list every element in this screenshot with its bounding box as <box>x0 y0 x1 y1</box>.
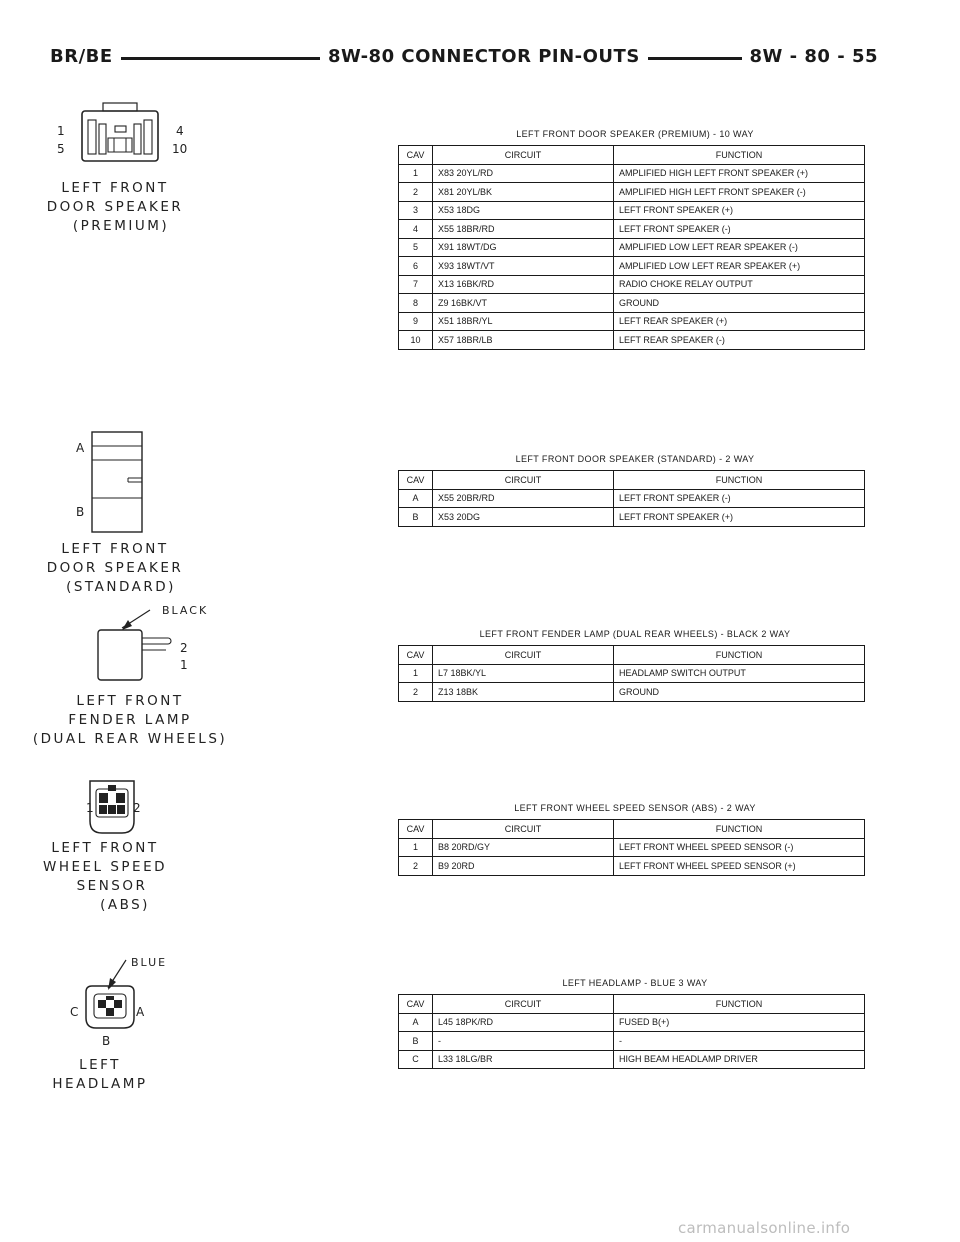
function-cell: HEADLAMP SWITCH OUTPUT <box>614 664 865 683</box>
cav-cell: B <box>399 508 433 527</box>
color-tag-black: BLACK <box>162 604 209 617</box>
table-header-row <box>399 471 865 490</box>
cav-cell: 2 <box>399 683 433 702</box>
cav-cell: 4 <box>399 220 433 239</box>
label-line: DOOR SPEAKER <box>46 560 184 576</box>
pin-label-4: 4 <box>176 124 184 138</box>
page-header <box>50 42 878 72</box>
table-row <box>399 857 865 876</box>
label-line: FENDER LAMP <box>68 712 192 728</box>
circuit-cell: X83 20YL/RD <box>433 164 614 183</box>
circuit-cell: B9 20RD <box>433 857 614 876</box>
label-line: WHEEL SPEED <box>42 859 168 875</box>
header-function: FUNCTION <box>614 146 865 165</box>
table-row <box>399 1050 865 1069</box>
function-cell: AMPLIFIED HIGH LEFT FRONT SPEAKER (+) <box>614 164 865 183</box>
circuit-cell: X53 18DG <box>433 201 614 220</box>
pin-label-c: C <box>70 1005 79 1019</box>
table-row <box>399 312 865 331</box>
circuit-cell: X91 18WT/DG <box>433 238 614 257</box>
table-row <box>399 201 865 220</box>
table-title-premium: LEFT FRONT DOOR SPEAKER (PREMIUM) - 10 WAY <box>516 129 754 139</box>
pin-label-2: 2 <box>133 801 141 815</box>
table-row <box>399 1013 865 1032</box>
header-cav: CAV <box>399 646 433 665</box>
table-header-row <box>399 146 865 165</box>
connector-label-premium <box>40 179 190 236</box>
function-cell: GROUND <box>614 294 865 313</box>
table-row <box>399 275 865 294</box>
cav-cell: 3 <box>399 201 433 220</box>
circuit-cell: X57 18BR/LB <box>433 331 614 350</box>
cav-cell: 7 <box>399 275 433 294</box>
label-line: (DUAL REAR WHEELS) <box>32 731 228 747</box>
pin-label-2: 2 <box>180 641 188 655</box>
table-row <box>399 164 865 183</box>
circuit-cell: - <box>433 1032 614 1051</box>
circuit-cell: X13 16BK/RD <box>433 275 614 294</box>
watermark-text: carmanualsonline.info <box>678 1219 851 1237</box>
header-circuit: CIRCUIT <box>433 995 614 1014</box>
function-cell: - <box>614 1032 865 1051</box>
pin-label-1: 1 <box>86 801 94 815</box>
pinout-table-headlamp <box>398 994 865 1069</box>
label-line: (STANDARD) <box>66 579 176 595</box>
header-cav: CAV <box>399 820 433 839</box>
function-cell: GROUND <box>614 683 865 702</box>
cav-cell: A <box>399 489 433 508</box>
header-cav: CAV <box>399 995 433 1014</box>
table-header-row <box>399 995 865 1014</box>
connector-label-standard <box>40 540 190 597</box>
header-function: FUNCTION <box>614 471 865 490</box>
circuit-cell: L45 18PK/RD <box>433 1013 614 1032</box>
pinout-table-standard <box>398 470 865 527</box>
function-cell: AMPLIFIED LOW LEFT REAR SPEAKER (+) <box>614 257 865 276</box>
cav-cell: C <box>399 1050 433 1069</box>
table-row <box>399 183 865 202</box>
circuit-cell: L7 18BK/YL <box>433 664 614 683</box>
label-line: LEFT FRONT <box>51 840 159 856</box>
cav-cell: 8 <box>399 294 433 313</box>
table-row <box>399 331 865 350</box>
pinout-table-premium <box>398 145 865 350</box>
function-cell: RADIO CHOKE RELAY OUTPUT <box>614 275 865 294</box>
function-cell: LEFT FRONT WHEEL SPEED SENSOR (-) <box>614 838 865 857</box>
cav-cell: 2 <box>399 857 433 876</box>
circuit-cell: L33 18LG/BR <box>433 1050 614 1069</box>
header-function: FUNCTION <box>614 646 865 665</box>
label-line: HEADLAMP <box>52 1076 148 1092</box>
header-circuit: CIRCUIT <box>433 646 614 665</box>
table-title-headlamp: LEFT HEADLAMP - BLUE 3 WAY <box>562 978 708 988</box>
label-line: (PREMIUM) <box>72 218 170 234</box>
cav-cell: 9 <box>399 312 433 331</box>
pinout-table-fender <box>398 645 865 702</box>
table-row <box>399 238 865 257</box>
label-line: SENSOR <box>76 878 148 894</box>
circuit-cell: X55 20BR/RD <box>433 489 614 508</box>
label-line: DOOR SPEAKER <box>46 199 184 215</box>
function-cell: FUSED B(+) <box>614 1013 865 1032</box>
function-cell: LEFT REAR SPEAKER (+) <box>614 312 865 331</box>
function-cell: HIGH BEAM HEADLAMP DRIVER <box>614 1050 865 1069</box>
cav-cell: 1 <box>399 164 433 183</box>
premium-connector-drawing <box>70 100 180 170</box>
header-circuit: CIRCUIT <box>433 471 614 490</box>
cav-cell: 2 <box>399 183 433 202</box>
table-title-fender: LEFT FRONT FENDER LAMP (DUAL REAR WHEELS) - BLACK 2 WAY <box>479 629 791 639</box>
cav-cell: 1 <box>399 664 433 683</box>
function-cell: LEFT REAR SPEAKER (-) <box>614 331 865 350</box>
circuit-cell: X51 18BR/YL <box>433 312 614 331</box>
table-row <box>399 838 865 857</box>
circuit-cell: X93 18WT/VT <box>433 257 614 276</box>
pin-label-b: B <box>102 1034 111 1048</box>
cav-cell: 10 <box>399 331 433 350</box>
function-cell: LEFT FRONT SPEAKER (-) <box>614 489 865 508</box>
table-row <box>399 257 865 276</box>
function-cell: AMPLIFIED HIGH LEFT FRONT SPEAKER (-) <box>614 183 865 202</box>
pin-label-5: 5 <box>57 142 65 156</box>
table-row <box>399 220 865 239</box>
table-row <box>399 664 865 683</box>
pin-label-1: 1 <box>57 124 65 138</box>
header-function: FUNCTION <box>614 820 865 839</box>
cav-cell: 5 <box>399 238 433 257</box>
label-line: LEFT FRONT <box>76 693 184 709</box>
header-cav: CAV <box>399 471 433 490</box>
function-cell: LEFT FRONT SPEAKER (-) <box>614 220 865 239</box>
headlamp-connector-drawing <box>78 950 148 1040</box>
function-cell: LEFT FRONT SPEAKER (+) <box>614 508 865 527</box>
table-header-row <box>399 820 865 839</box>
pin-label-b: B <box>76 505 85 519</box>
function-cell: AMPLIFIED LOW LEFT REAR SPEAKER (-) <box>614 238 865 257</box>
table-header-row <box>399 646 865 665</box>
color-tag-blue: BLUE <box>131 956 168 969</box>
label-line: LEFT FRONT <box>61 541 169 557</box>
cav-cell: A <box>399 1013 433 1032</box>
pin-label-a: A <box>136 1005 145 1019</box>
circuit-cell: X55 18BR/RD <box>433 220 614 239</box>
circuit-cell: X53 20DG <box>433 508 614 527</box>
table-row <box>399 294 865 313</box>
cav-cell: B <box>399 1032 433 1051</box>
pinout-table-abs <box>398 819 865 876</box>
circuit-cell: Z9 16BK/VT <box>433 294 614 313</box>
connector-label-abs <box>30 839 180 915</box>
header-circuit: CIRCUIT <box>433 820 614 839</box>
header-section-title: 8W-80 CONNECTOR PIN-OUTS <box>320 46 648 67</box>
function-cell: LEFT FRONT WHEEL SPEED SENSOR (+) <box>614 857 865 876</box>
connector-label-fender <box>30 692 230 749</box>
label-line: LEFT <box>79 1057 121 1073</box>
header-cav: CAV <box>399 146 433 165</box>
table-row <box>399 508 865 527</box>
label-line: LEFT FRONT <box>61 180 169 196</box>
circuit-cell: Z13 18BK <box>433 683 614 702</box>
circuit-cell: B8 20RD/GY <box>433 838 614 857</box>
header-model: BR/BE <box>50 46 121 67</box>
function-cell: LEFT FRONT SPEAKER (+) <box>614 201 865 220</box>
header-page-number: 8W - 80 - 55 <box>742 46 878 67</box>
header-circuit: CIRCUIT <box>433 146 614 165</box>
cav-cell: 1 <box>399 838 433 857</box>
pin-label-a: A <box>76 441 85 455</box>
table-title-standard: LEFT FRONT DOOR SPEAKER (STANDARD) - 2 WAY <box>515 454 755 464</box>
pin-label-1: 1 <box>180 658 188 672</box>
standard-connector-drawing <box>88 428 148 536</box>
table-row <box>399 489 865 508</box>
circuit-cell: X81 20YL/BK <box>433 183 614 202</box>
table-row <box>399 683 865 702</box>
pin-label-10: 10 <box>172 142 188 156</box>
cav-cell: 6 <box>399 257 433 276</box>
table-title-abs: LEFT FRONT WHEEL SPEED SENSOR (ABS) - 2 WAY <box>514 803 756 813</box>
connector-label-headlamp <box>40 1056 160 1094</box>
table-row <box>399 1032 865 1051</box>
header-function: FUNCTION <box>614 995 865 1014</box>
label-line: (ABS) <box>100 897 150 913</box>
